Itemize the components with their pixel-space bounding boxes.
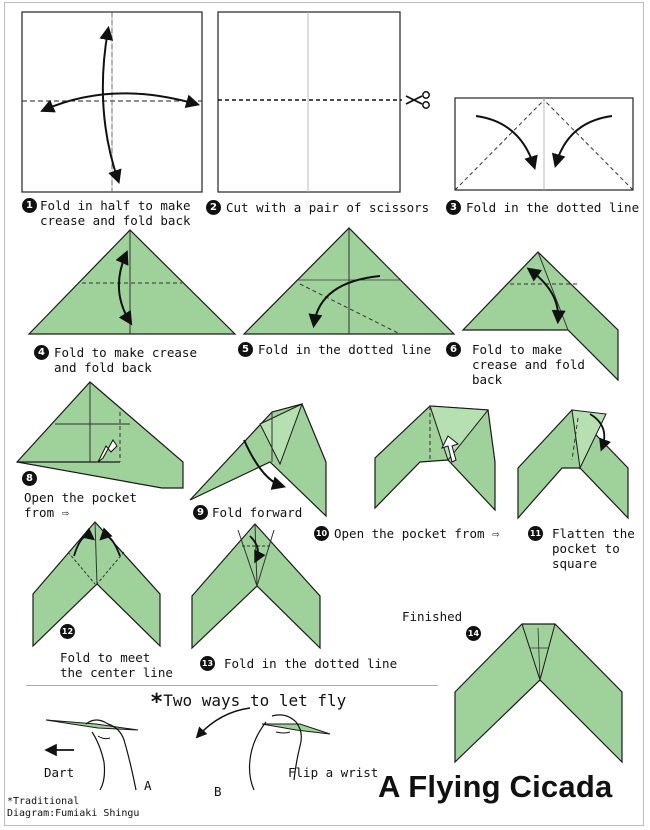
step-11-number: 11 [528,526,543,541]
step-5-caption: Fold in the dotted line [258,342,432,357]
step-12-figure [33,522,160,646]
step-8-figure [17,382,183,488]
step-1-caption: Fold in half to make crease and fold back [40,198,191,228]
step-13-caption: Fold in the dotted line [224,656,398,671]
step-11-caption: Flatten the pocket to square [552,526,635,571]
finished-label: Finished [402,609,463,624]
step-10-caption: Open the pocket from ⇨ [334,526,500,541]
scissors-icon [406,92,429,108]
hand-a-label: A [144,778,152,793]
step-5-figure [244,228,454,334]
dart-label: Dart [44,765,75,780]
step-2-figure [218,12,429,192]
step-8-caption: Open the pocket from ⇨ [24,490,137,520]
step-13-figure [192,524,320,648]
step-2-caption: Cut with a pair of scissors [226,200,430,215]
step-9-figure [190,404,326,516]
fly-header-text: Two ways to let fly [163,691,347,710]
diagram-title: A Flying Cicada [378,769,613,804]
step-3-number: 3 [446,200,461,215]
step-5-number: 5 [238,342,253,357]
fly-header-star: * [150,690,164,715]
step-4-caption: Fold to make crease and fold back [54,345,197,375]
step-8-number: 8 [22,471,37,486]
section-divider [26,685,438,686]
step-3-figure [455,98,633,190]
step-11-figure [518,410,628,518]
step-14-number: 14 [466,626,481,641]
step-10-figure [375,406,495,510]
step-9-number: 9 [193,505,208,520]
step-6-number: 6 [446,342,461,357]
fly-header [150,690,346,715]
step-12-caption: Fold to meet the center line [60,650,173,680]
hand-b-label: B [214,784,222,799]
step-3-caption: Fold in the dotted line [466,200,640,215]
flip-wrist-label: Flip a wrist [288,765,379,780]
step-12-number: 12 [60,624,75,639]
step-9-caption: Fold forward [212,505,303,520]
step-4-number: 4 [34,345,49,360]
step-1-number: 1 [22,198,37,213]
step-6-caption: Fold to make crease and fold back [472,342,585,387]
step-1-figure [22,12,202,192]
credit-text: *Traditional Diagram:Fumiaki Shingu [7,796,140,819]
step-10-number: 10 [314,526,329,541]
step-13-number: 13 [200,656,215,671]
step-4-figure [29,230,235,334]
step-14-figure [455,624,622,762]
step-2-number: 2 [206,200,221,215]
